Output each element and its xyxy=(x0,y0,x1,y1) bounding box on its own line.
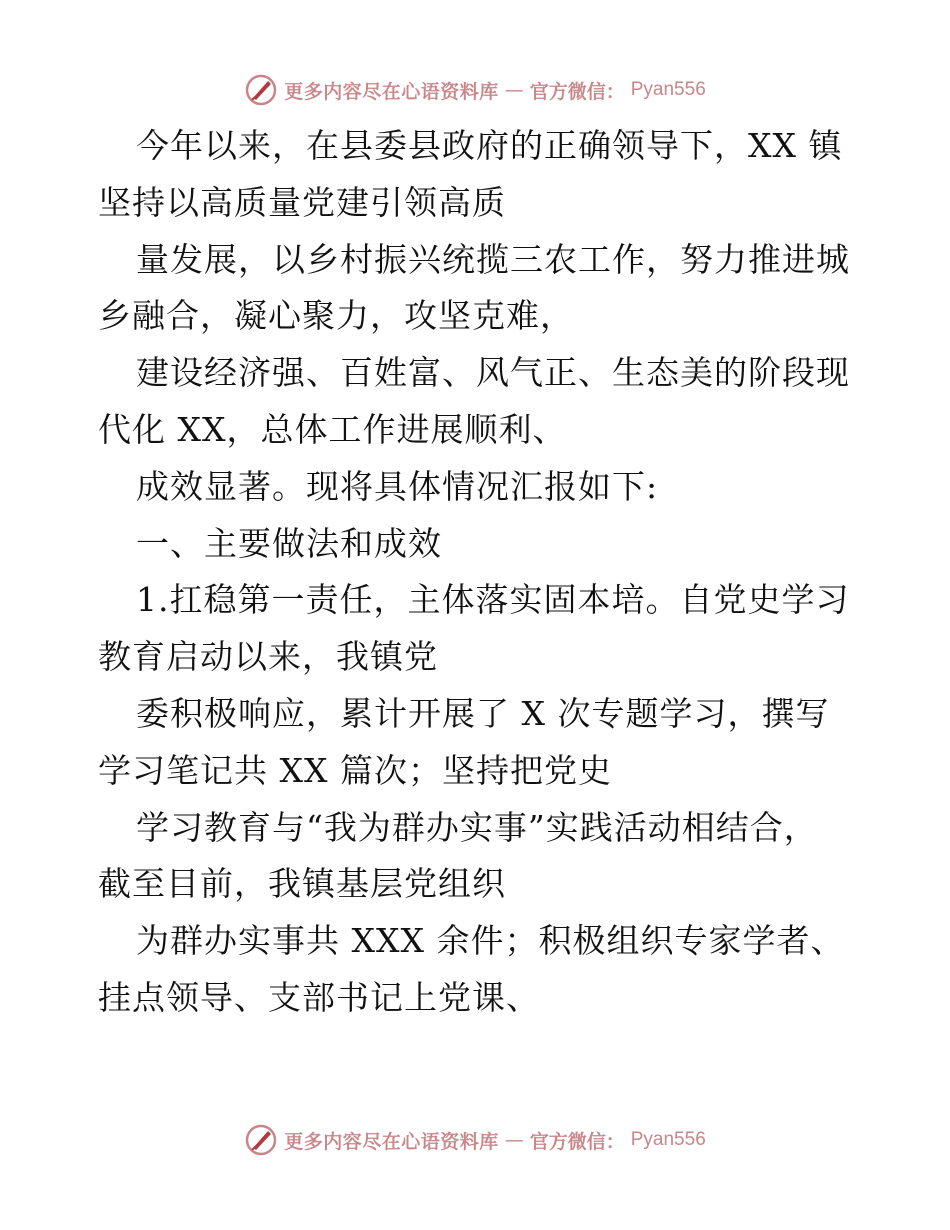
watermark-site-text: 更多内容尽在心语资料库 xyxy=(284,1130,499,1153)
watermark-dash: — xyxy=(504,79,524,101)
watermark-wechat-label: 官方微信： xyxy=(529,1130,625,1153)
text-line: 为群办实事共 XXX 余件；积极组织专家学者、 xyxy=(136,921,845,961)
text-line: 今年以来，在县委县政府的正确领导下，XX 镇 xyxy=(136,126,843,165)
text-line: 教育启动以来，我镇党 xyxy=(98,637,438,677)
quill-pen-logo-icon xyxy=(244,1123,278,1157)
text-line: 量发展，以乡村振兴统揽三农工作，努力推进城 xyxy=(136,239,850,279)
watermark-site-text: 更多内容尽在心语资料库 xyxy=(284,80,499,103)
watermark-wechat-id: Pyan556 xyxy=(630,1129,706,1150)
text-line: 委积极响应，累计开展了 X 次专题学习，撰写 xyxy=(136,693,830,733)
text-line: 学习笔记共 XX 篇次；坚持把党史 xyxy=(98,750,612,790)
watermark-dash: — xyxy=(504,1129,524,1151)
text-line: 建设经济强、百姓富、风气正、生态美的阶段现 xyxy=(136,353,850,393)
text-line: 学习教育与“我为群办实事”实践活动相结合， xyxy=(136,807,818,847)
watermark-wechat-id: Pyan556 xyxy=(630,79,706,100)
document-body xyxy=(98,118,858,1027)
text-line: 乡融合，凝心聚力，攻坚克难， xyxy=(98,296,574,336)
section-heading: 一、主要做法和成效 xyxy=(136,523,442,563)
header-watermark xyxy=(0,70,950,110)
text-line: 截至目前，我镇基层党组织 xyxy=(98,864,506,904)
footer-watermark xyxy=(0,1120,950,1160)
text-line: 代化 XX，总体工作进展顺利、 xyxy=(98,409,567,449)
text-line: 挂点领导、支部书记上党课、 xyxy=(98,977,540,1017)
text-line: 1.扛稳第一责任，主体落实固本培。自党史学习 xyxy=(136,580,850,620)
text-line: 坚持以高质量党建引领高质 xyxy=(98,182,506,222)
quill-pen-logo-icon xyxy=(244,73,278,107)
watermark-wechat-label: 官方微信： xyxy=(529,80,625,103)
text-line: 成效显著。现将具体情况汇报如下: xyxy=(136,466,659,506)
